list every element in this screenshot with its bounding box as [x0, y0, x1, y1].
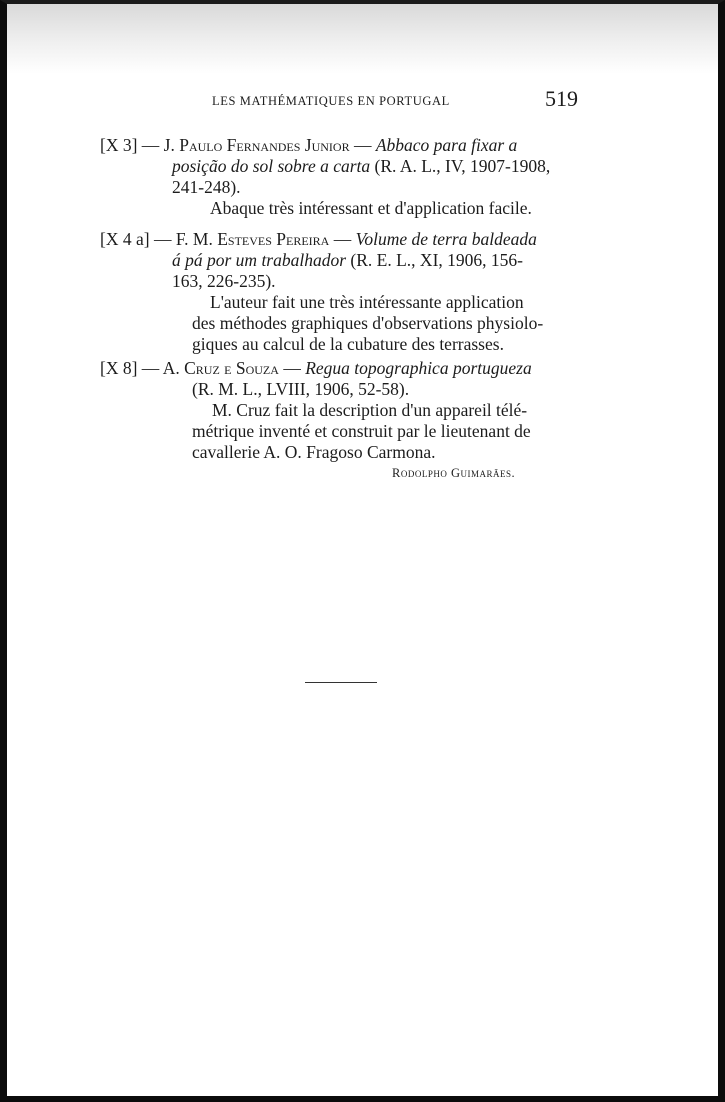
source-reference: (R. E. L., XI, 1906, 156-: [350, 250, 523, 270]
bibliography-entry: [100, 358, 578, 463]
work-title-continued: á pá por um trabalhador: [172, 250, 347, 270]
entry-first-line: [100, 358, 578, 379]
work-title: Volume de terra baldeada: [355, 229, 537, 249]
entry-dash: —: [333, 229, 352, 249]
source-pages: 241-248).: [172, 177, 241, 197]
entry-line: [100, 250, 578, 271]
entry-first-line: [100, 135, 578, 156]
author-initial: J.: [163, 135, 175, 155]
author-initial: F. M.: [175, 229, 213, 249]
review-note-line: L'auteur fait une très intéressante application: [210, 292, 524, 312]
work-title: Abbaco para fixar a: [375, 135, 518, 155]
entry-code: [X 8]: [100, 358, 138, 378]
entry-line: [100, 156, 578, 177]
author-name: Esteves Pereira: [217, 229, 330, 249]
source-reference: (R. M. L., LVIII, 1906, 52-58).: [192, 379, 410, 399]
bibliography-entry: [100, 135, 578, 219]
review-note-line: métrique inventé et construit par le lieutenant de: [192, 421, 531, 441]
entry-dash: —: [141, 358, 160, 378]
work-title-continued: posição do sol sobre a carta: [172, 156, 371, 176]
author-signature: Rodolpho Guimarães.: [392, 466, 516, 480]
review-note-line: cavallerie A. O. Fragoso Carmona.: [192, 442, 436, 462]
review-note-line: M. Cruz fait la description d'un appareil télé-: [212, 400, 528, 420]
page-number: 519: [545, 86, 578, 111]
source-pages: 163, 226-235).: [172, 271, 276, 291]
entry-first-line: [100, 229, 578, 250]
review-note-line: des méthodes graphiques d'observations physiolo-: [192, 313, 544, 333]
entry-code: [X 3]: [100, 135, 138, 155]
running-header: LES MATHÉMATIQUES EN PORTUGAL: [212, 94, 450, 108]
entry-dash: —: [353, 135, 372, 155]
review-note-line: Abaque très intéressant et d'application facile.: [210, 198, 532, 218]
scan-shadow: [7, 4, 718, 74]
bibliography-entry: [100, 229, 578, 355]
author-name: Cruz e Souza: [184, 358, 279, 378]
source-reference: (R. A. L., IV, 1907-1908,: [374, 156, 551, 176]
entry-dash: —: [153, 229, 172, 249]
entry-dash: —: [283, 358, 301, 378]
author-initial: A.: [162, 358, 180, 378]
section-divider: [305, 682, 377, 683]
entry-code: [X 4 a]: [100, 229, 150, 249]
review-note-line: giques au calcul de la cubature des terrasses.: [192, 334, 504, 354]
entry-dash: —: [141, 135, 160, 155]
work-title: Regua topographica portugueza: [305, 358, 532, 378]
author-name: Paulo Fernandes Junior: [179, 135, 350, 155]
